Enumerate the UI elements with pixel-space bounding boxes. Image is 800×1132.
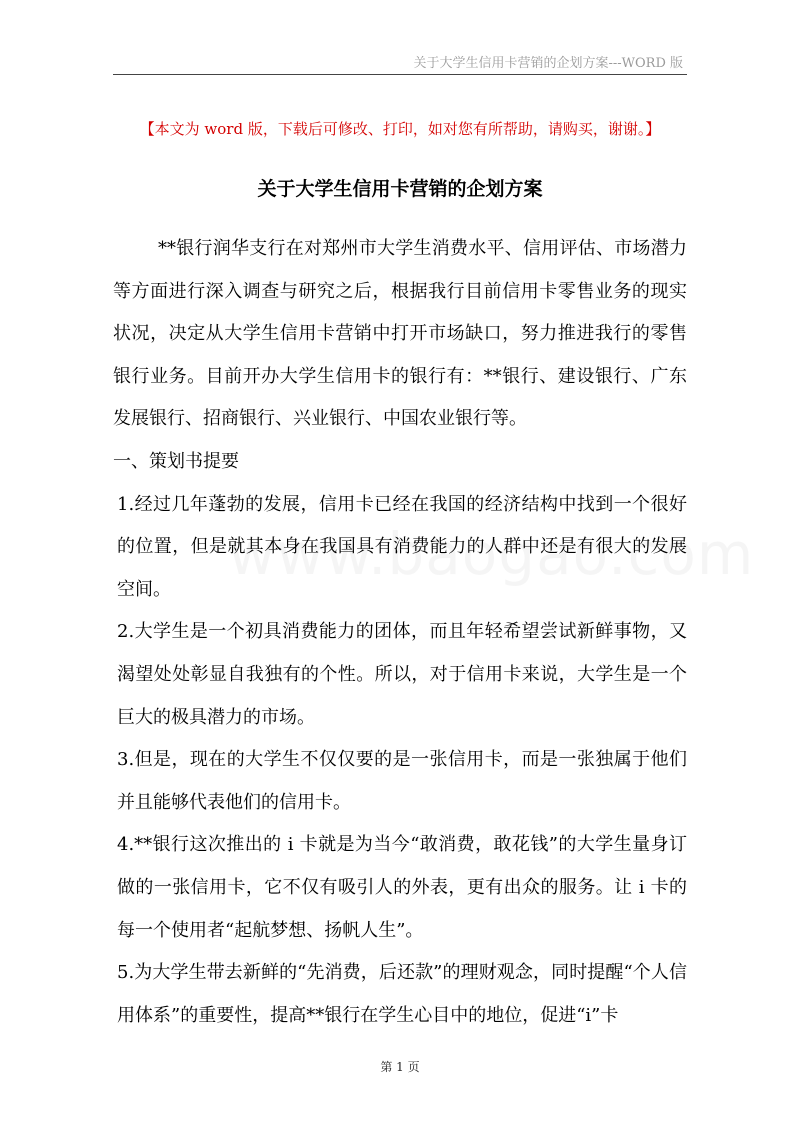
list-item: 1.经过几年蓬勃的发展，信用卡已经在我国的经济结构中找到一个很好的位置，但是就其本身在我国具有消费能力的人群中还是有很大的发展空间。 <box>117 493 687 600</box>
document-title: 关于大学生信用卡营销的企划方案 <box>257 178 543 200</box>
section-heading: 一、策划书提要 <box>113 450 239 472</box>
header-divider <box>113 74 687 75</box>
intro-paragraph: **银行润华支行在对郑州市大学生消费水平、信用评估、市场潜力等方面进行深入调查与研究之后，根据我行目前信用卡零售业务的现实状况，决定从大学生信用卡营销中打开市场缺口，努力推进我行的零售银行业务。目前开办大学生信用卡的银行有：**银行、建设银行、广东发展银行、招商银行、兴业银行、中国农业银行等。 <box>113 238 687 430</box>
running-header: 关于大学生信用卡营销的企划方案---WORD 版 <box>413 56 683 71</box>
list-item: 3.但是，现在的大学生不仅仅要的是一张信用卡，而是一张独属于他们并且能够代表他们的信用卡。 <box>117 749 687 813</box>
download-notice: 【本文为 word 版，下载后可修改、打印，如对您有所帮助，请购买，谢谢。】 <box>139 120 661 138</box>
list-item: 4.**银行这次推出的 i 卡就是为当今“敢消费，敢花钱”的大学生量身订做的一张信用卡，它不仅有吸引人的外表，更有出众的服务。让 i 卡的每一个使用者“起航梦想、扬帆人生”。 <box>117 834 687 941</box>
list-item: 5.为大学生带去新鲜的“先消费，后还款”的理财观念，同时提醒“个人信用体系”的重要性，提高**银行在学生心目中的地位，促进“i”卡 <box>117 962 687 1026</box>
page-number: 第 1 页 <box>380 1060 420 1074</box>
document-body <box>113 228 687 1037</box>
list-item: 2.大学生是一个初具消费能力的团体，而且年轻希望尝试新鲜事物，又渴望处处彰显自我独有的个性。所以，对于信用卡来说，大学生是一个巨大的极具潜力的市场。 <box>117 621 687 728</box>
